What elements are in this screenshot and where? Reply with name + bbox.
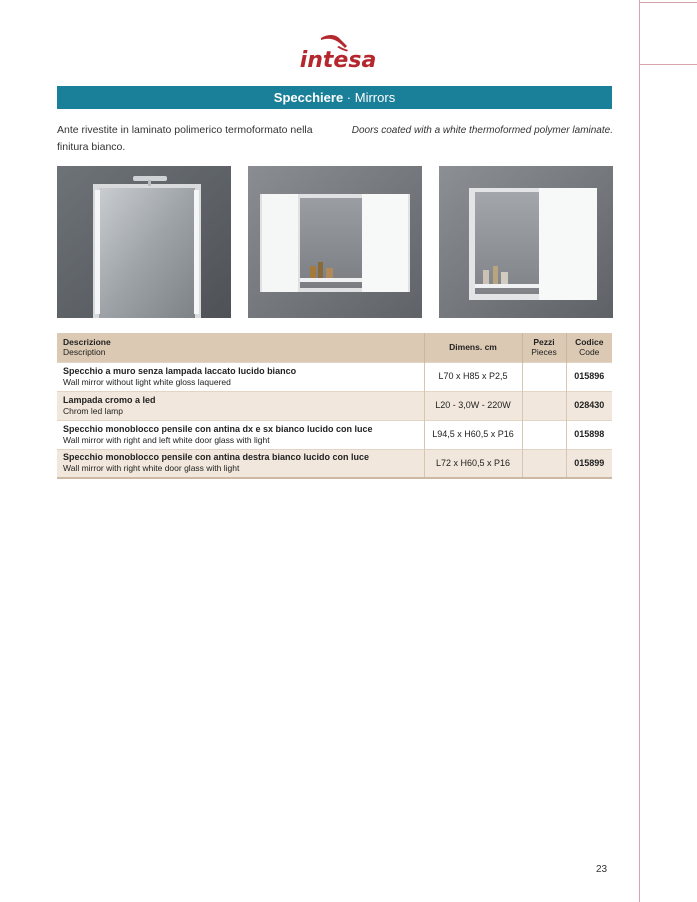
row-description [57,362,424,391]
row-code: 015899 [566,449,612,478]
header-description-it: Descrizione [63,337,111,348]
row-description [57,449,424,478]
section-title-it: Specchiere [273,90,344,105]
row-dimensions: L94,5 x H60,5 x P16 [424,420,522,449]
table-row [57,362,612,391]
row-code: 028430 [566,391,612,420]
header-description-en: Description [63,347,106,358]
row-description-en: Wall mirror with right and left white door glass with light [63,434,270,445]
row-description [57,391,424,420]
section-title-en: Mirrors [354,90,396,105]
table-row [57,391,612,420]
row-code: 015896 [566,362,612,391]
row-description-it: Specchio monoblocco pensile con antina dx e sx bianco lucido con luce [63,423,373,434]
row-pieces [522,362,566,391]
row-pieces [522,420,566,449]
header-pieces [522,333,566,362]
brand-logo [298,34,378,78]
product-table [57,333,612,479]
page-edge-top-line [639,2,697,3]
header-description [57,333,424,362]
row-description-en: Wall mirror with right white door glass with light [63,463,240,474]
row-dimensions: L20 - 3,0W - 220W [424,391,522,420]
row-description-en: Wall mirror without light white gloss laquered [63,376,231,387]
row-description [57,420,424,449]
mirror-cabinet-right-door-photo [439,166,613,318]
row-description-it: Specchio monoblocco pensile con antina destra bianco lucido con luce [63,452,370,463]
intro-text-italian: Ante rivestite in laminato polimerico termoformato nella finitura bianco. [57,124,313,153]
row-code: 015898 [566,420,612,449]
section-title-band [57,86,612,109]
section-title-separator: · [346,90,352,105]
page-edge-vertical-line [639,0,640,902]
row-description-it: Lampada cromo a led [63,394,156,405]
header-pieces-it: Pezzi [533,337,555,348]
header-code-en: Code [579,347,600,358]
row-pieces [522,449,566,478]
row-dimensions: L70 x H85 x P2,5 [424,362,522,391]
row-dimensions: L72 x H60,5 x P16 [424,449,522,478]
header-code-it: Codice [575,337,604,348]
intro-text-english: Doors coated with a white thermoformed polymer laminate. [351,125,613,136]
brand-name: intesa [299,48,377,73]
row-pieces [522,391,566,420]
mirror-cabinet-two-doors-photo [248,166,422,318]
row-description-en: Chrom led lamp [63,405,123,416]
mirror-with-lamp-photo [57,166,231,318]
page-number: 23 [596,864,608,875]
page-edge-tab-line [639,64,697,65]
table-header-row [57,333,612,362]
header-pieces-en: Pieces [531,347,557,358]
table-row [57,420,612,449]
header-dimensions: Dimens. cm [424,333,522,362]
header-code [566,333,612,362]
row-description-it: Specchio a muro senza lampada laccato lucido bianco [63,365,297,376]
table-row [57,449,612,478]
